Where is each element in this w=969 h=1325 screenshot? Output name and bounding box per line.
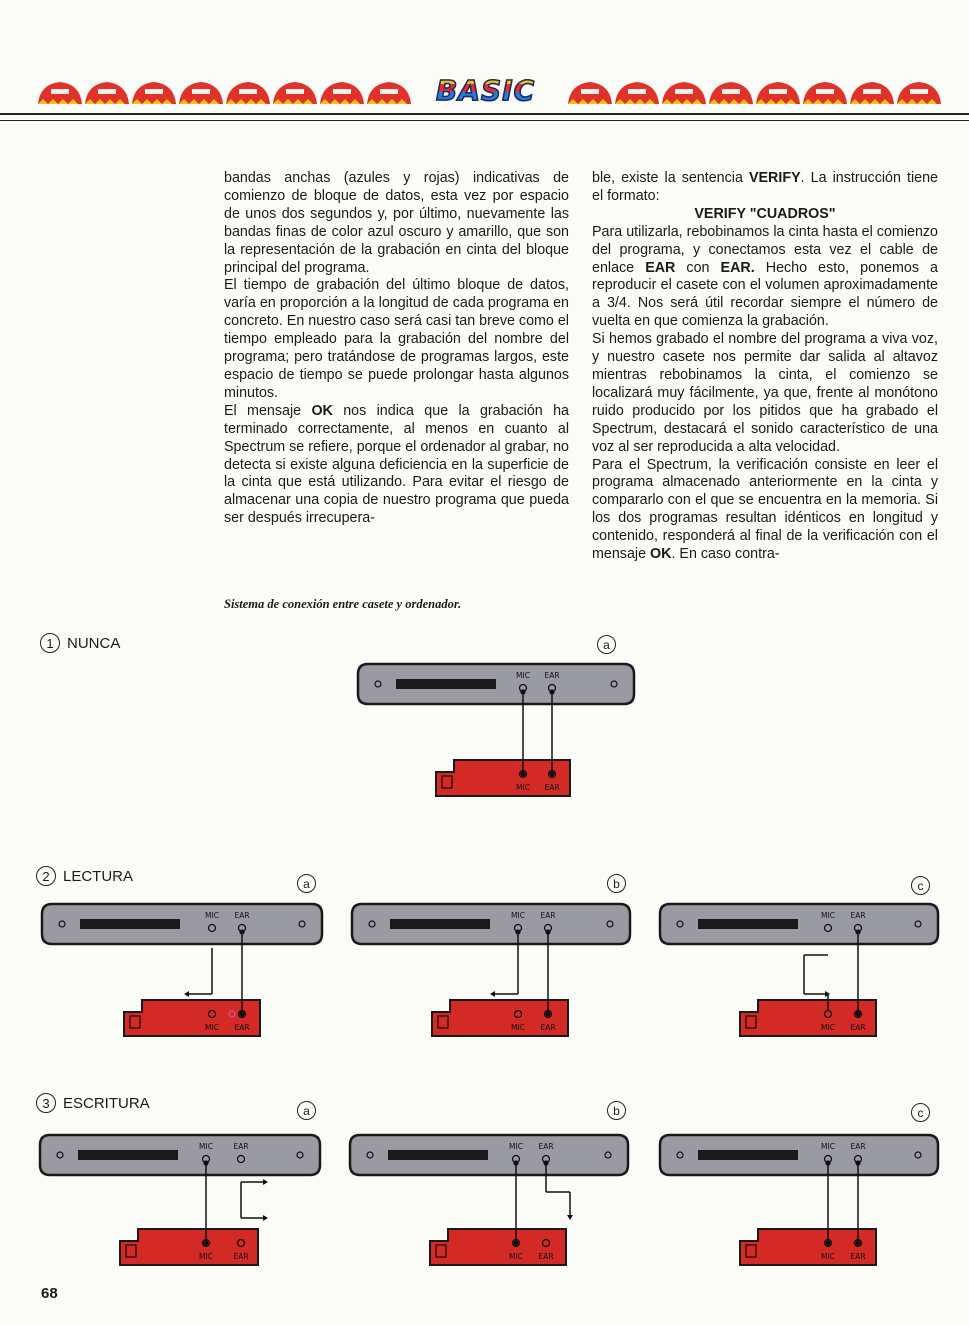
ear-port-label: EAR bbox=[540, 911, 556, 920]
paragraph: El mensaje OK nos indica que la grabación ha terminado correctamente, al menos en cuanto al Spectrum se refiere, porque el ordenador al grabar, no detecta si existe alguna deficiencia en la superficie de la cinta que está utilizando. Para evitar el riesgo de almacenar una copia de nuestro programa que pueda ser después irrecupera- bbox=[224, 402, 569, 527]
paragraph: bandas anchas (azules y rojas) indicativas de comienzo de bloque de datos, esta vez por espacio de unos dos segundos y, por último, nuevamente las bandas finas de color azul oscuro y amarillo, que son la representación de la grabación en cinta del bloque principal del programa. bbox=[224, 170, 569, 276]
edge-connector bbox=[78, 1150, 178, 1160]
mic-port-label: MIC bbox=[205, 1023, 219, 1032]
mic-port-label: MIC bbox=[509, 1252, 523, 1261]
edge-connector bbox=[388, 1150, 488, 1160]
ear-port-label: EAR bbox=[538, 1252, 554, 1261]
ear-port-label: EAR bbox=[850, 911, 866, 920]
ear-port-label: EAR bbox=[234, 911, 250, 920]
paragraph: Para utilizarla, rebobinamos la cinta hasta el comienzo del programa, y conectamos esta vez el cable de enlace EAR con EAR. Hecho esto, ponemos a reproducir el casete con el volumen aproximadamente a 3/4. Nos será útil recordar siempre el número de vuelta en que comienza la grabación. bbox=[592, 223, 938, 330]
section-label-nunca: 1 NUNCA bbox=[40, 633, 120, 653]
ear-port-label: EAR bbox=[850, 1142, 866, 1151]
variant-label: b bbox=[607, 1101, 626, 1120]
page-number: 68 bbox=[41, 1285, 58, 1302]
section-number: 3 bbox=[36, 1093, 56, 1113]
mic-port-label: MIC bbox=[516, 671, 530, 680]
mic-port-label: MIC bbox=[821, 911, 835, 920]
mic-port-label: MIC bbox=[199, 1252, 213, 1261]
mic-port-label: MIC bbox=[511, 1023, 525, 1032]
command-example: VERIFY "CUADROS" bbox=[694, 205, 836, 222]
section-label-lectura: 2 LECTURA bbox=[36, 866, 133, 886]
arrow-icon bbox=[263, 1179, 268, 1185]
basic-logo: BASIC bbox=[436, 74, 536, 107]
edge-connector bbox=[698, 1150, 798, 1160]
section-number: 2 bbox=[36, 866, 56, 886]
mic-port-label: MIC bbox=[511, 911, 525, 920]
paragraph: Para el Spectrum, la verificación consiste en leer el programa almacenado anteriormente en la cinta y compararlo con el que se encuentra en la memoria. Si los dos programas resultan idénticos en longitud y contenido, responderá al final de la verificación con el mensaje OK. En caso contra- bbox=[592, 456, 938, 563]
arrow-icon bbox=[263, 1215, 268, 1221]
paragraph: ble, existe la sentencia VERIFY. La instrucción tiene el formato: bbox=[592, 170, 938, 204]
ear-port-label: EAR bbox=[538, 1142, 554, 1151]
ear-port-label: EAR bbox=[544, 671, 560, 680]
section-label-escritura: 3 ESCRITURA bbox=[36, 1093, 150, 1113]
edge-connector bbox=[390, 919, 490, 929]
arrow-icon bbox=[184, 991, 189, 997]
arrow-icon bbox=[490, 991, 495, 997]
mic-port-label: MIC bbox=[821, 1142, 835, 1151]
section-number: 1 bbox=[40, 633, 60, 653]
ear-port-label: EAR bbox=[850, 1023, 866, 1032]
ear-port-label: EAR bbox=[544, 783, 560, 792]
mic-port-label: MIC bbox=[821, 1023, 835, 1032]
edge-connector bbox=[396, 679, 496, 689]
variant-label: c bbox=[911, 1103, 930, 1122]
paragraph: El tiempo de grabación del último bloque de datos, varía en proporción a la longitud de cada programa en concreto. En nuestro caso será casi tan breve como el tiempo empleado para la grabación del nombre del programa; pero tratándose de programas largos, este espacio de tiempo se puede prolongar hasta algunos minutos. bbox=[224, 277, 569, 401]
edge-connector bbox=[698, 919, 798, 929]
ear-port-label: EAR bbox=[540, 1023, 556, 1032]
mic-port-label: MIC bbox=[509, 1142, 523, 1151]
figure-caption: Sistema de conexión entre casete y ordenador. bbox=[224, 597, 462, 611]
ear-port-label: EAR bbox=[234, 1023, 250, 1032]
edge-connector bbox=[80, 919, 180, 929]
variant-label: a bbox=[597, 635, 616, 654]
variant-label: c bbox=[911, 876, 930, 895]
mic-port-label: MIC bbox=[199, 1142, 213, 1151]
mic-port-label: MIC bbox=[821, 1252, 835, 1261]
paragraph: Si hemos grabado el nombre del programa a viva voz, y nuestro casete nos permite dar salida al altavoz mientras rebobinamos la cinta, el comienzo se localizará muy fácilmente, ya que, frente al monótono ruido producido por los pitidos que ha grabado el Spectrum, destacará el sonido característico de una voz al ser reproducida a alta velocidad. bbox=[592, 331, 938, 455]
mic-port-label: MIC bbox=[516, 783, 530, 792]
ear-port-label: EAR bbox=[850, 1252, 866, 1261]
ear-port-label: EAR bbox=[233, 1252, 249, 1261]
variant-label: b bbox=[607, 874, 626, 893]
arrow-icon bbox=[567, 1215, 573, 1220]
variant-label: a bbox=[297, 874, 316, 893]
ear-port-label: EAR bbox=[233, 1142, 249, 1151]
variant-label: a bbox=[297, 1101, 316, 1120]
mic-port-label: MIC bbox=[205, 911, 219, 920]
